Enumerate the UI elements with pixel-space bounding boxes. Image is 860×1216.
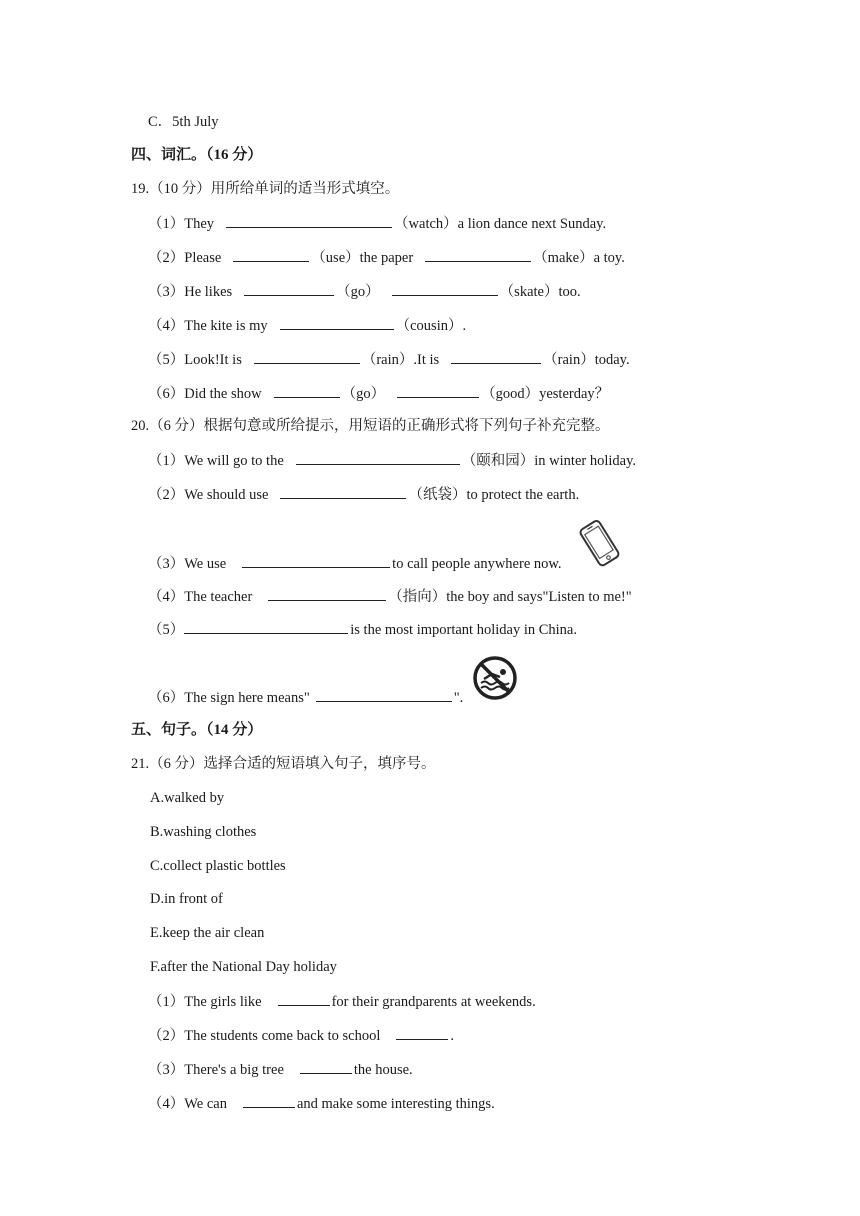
q21-option-a: A.walked by — [150, 790, 225, 806]
q19-item-3: （3）He likes （go） （skate）too. — [148, 281, 581, 302]
q20-item-4: （4）The teacher （指向）the boy and says"Listen to me!" — [148, 586, 632, 607]
answer-blank[interactable] — [233, 247, 309, 262]
q19-item-6: （6）Did the show （go） （good）yesterday？ — [148, 383, 609, 404]
answer-blank[interactable] — [254, 349, 360, 364]
answer-blank[interactable] — [396, 1025, 448, 1040]
answer-blank[interactable] — [274, 383, 340, 398]
q21-item-1: （1）The girls like for their grandparents at weekends. — [148, 991, 536, 1012]
q21-option-c: C.collect plastic bottles — [150, 858, 286, 874]
answer-blank[interactable] — [244, 281, 334, 296]
answer-blank[interactable] — [425, 247, 531, 262]
q21-option-b: B.washing clothes — [150, 824, 257, 840]
q20-stem: 20.（6 分）根据句意或所给提示，用短语的正确形式将下列句子补充完整。 — [131, 418, 610, 434]
answer-blank[interactable] — [397, 383, 479, 398]
answer-blank[interactable] — [280, 315, 394, 330]
answer-blank[interactable] — [280, 484, 406, 499]
q19-item-4: （4）The kite is my （cousin）. — [148, 315, 466, 336]
q19-item-2: （2）Please （use）the paper （make）a toy. — [148, 247, 625, 268]
section-4-title: 四、词汇。（16 分） — [131, 147, 263, 163]
q19-item-1: （1）They （watch）a lion dance next Sunday. — [148, 213, 606, 234]
q19-item-5: （5）Look!It is （rain）.It is （rain）today. — [148, 349, 630, 370]
no-swimming-sign-icon — [470, 654, 520, 702]
q21-option-e: E.keep the air clean — [150, 925, 265, 941]
mobile-phone-icon — [576, 518, 624, 570]
q20-item-3: （3）We use to call people anywhere now. — [148, 553, 562, 574]
answer-blank[interactable] — [392, 281, 498, 296]
answer-blank[interactable] — [184, 619, 348, 634]
q21-option-d: D.in front of — [150, 891, 223, 907]
q21-item-4: （4）We can and make some interesting things. — [148, 1093, 495, 1114]
q19-stem: 19.（10 分）用所给单词的适当形式填空。 — [131, 181, 400, 197]
answer-blank[interactable] — [451, 349, 541, 364]
q20-item-5: （5） is the most important holiday in China. — [148, 619, 577, 640]
q20-item-2: （2）We should use （纸袋）to protect the earth. — [148, 484, 579, 505]
answer-blank[interactable] — [268, 586, 386, 601]
answer-blank[interactable] — [242, 553, 390, 568]
q21-item-3: （3）There's a big tree the house. — [148, 1059, 413, 1080]
answer-blank[interactable] — [243, 1093, 295, 1108]
answer-blank[interactable] — [316, 687, 452, 702]
q20-item-1: （1）We will go to the （颐和园）in winter holiday. — [148, 450, 636, 471]
q21-stem: 21.（6 分）选择合适的短语填入句子，填序号。 — [131, 756, 436, 772]
answer-blank[interactable] — [226, 213, 392, 228]
answer-blank[interactable] — [300, 1059, 352, 1074]
q21-option-f: F.after the National Day holiday — [150, 959, 337, 975]
section-5-title: 五、句子。（14 分） — [131, 722, 263, 738]
answer-blank[interactable] — [278, 991, 330, 1006]
q21-item-2: （2）The students come back to school . — [148, 1025, 454, 1046]
q18-option-c: C．5th July — [148, 114, 219, 130]
answer-blank[interactable] — [296, 450, 460, 465]
q20-item-6: （6）The sign here means" ". — [148, 687, 463, 708]
